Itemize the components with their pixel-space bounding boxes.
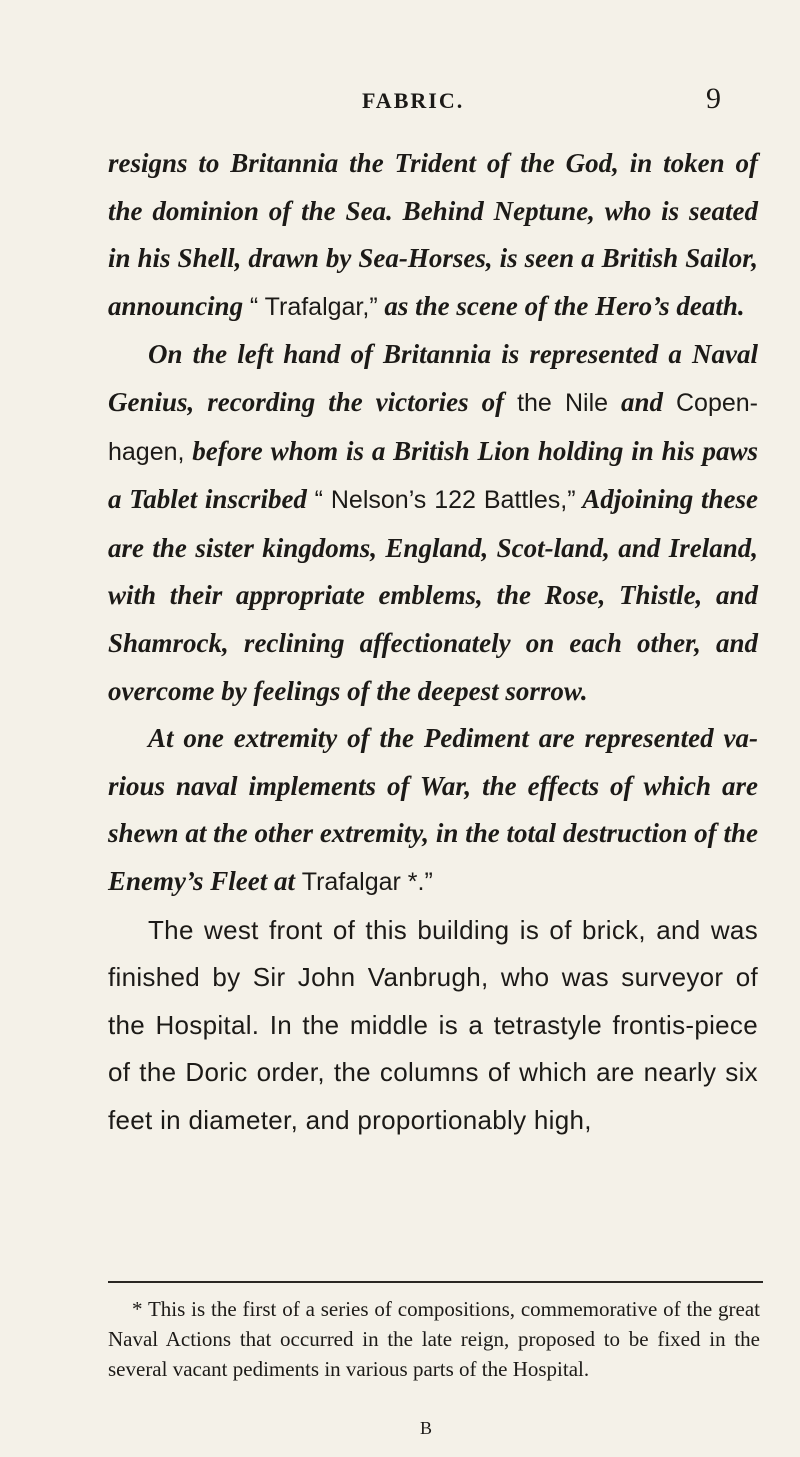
p2-italic-and: and — [608, 386, 676, 417]
p1-roman-trafalgar: “ Trafalgar,” — [249, 292, 378, 321]
p1-italic-a: resigns to Britannia the Trident of the God, in token of the dominion of the Sea. Behind Neptune, who is seated in his Shell, drawn by Sea-Horses, is seen a British Sailor, announcing — [108, 148, 758, 321]
p3-italic-a: At one extremity of the Pediment are represented va-rious naval implements of War, the effects of which are shewn at the other extremity, in the total destruction of the Enemy’s Fleet at — [108, 723, 758, 896]
paragraph-2 — [108, 331, 758, 715]
p2-roman-nile: the Nile — [517, 388, 609, 417]
p2-italic-e: before whom is a British Lion holding in his paws a Tablet inscribed — [108, 435, 758, 515]
footnote-text: * This is the first of a series of compositions, commemorative of the great Naval Actions that occurred in the late reign, proposed to be fixed in the several vacant pediments in various parts of the Hospital. — [108, 1297, 760, 1381]
running-head: FABRIC. — [362, 88, 465, 113]
page-header — [0, 82, 800, 128]
footnote — [108, 1294, 760, 1384]
paragraph-1 — [108, 140, 758, 331]
footnote-rule — [108, 1281, 763, 1283]
p1-italic-c: as the scene of the Hero’s death. — [377, 290, 745, 321]
p2-italic-g: Adjoining these are the sister kingdoms, England, Scot-land, and Ireland, with their appropriate emblems, the Rose, Thistle, and Shamrock, reclining affectionately on each other, and overcome by feelings of the deepest sorrow. — [108, 484, 758, 706]
paragraph-3 — [108, 715, 758, 906]
p3-roman-trafalgar: Trafalgar *.” — [301, 867, 433, 896]
p2-roman-battles: “ Nelson’s 122 Battles,” — [314, 486, 576, 515]
paragraph-4: The west front of this building is of brick, and was finished by Sir John Vanbrugh, who was surveyor of the Hospital. In the middle is a tetrastyle frontis-piece of the Doric order, the columns of which are nearly six feet in diameter, and proportionably high, — [108, 914, 758, 1135]
p2-italic-a: On the left hand of Britannia is represented a Naval Genius, recording the victories of — [108, 339, 758, 417]
page-number: 9 — [706, 82, 721, 115]
p2-roman-copenhagen: Copen-hagen, — [108, 388, 758, 466]
signature-mark: B — [420, 1418, 433, 1438]
body-text — [108, 140, 758, 1144]
